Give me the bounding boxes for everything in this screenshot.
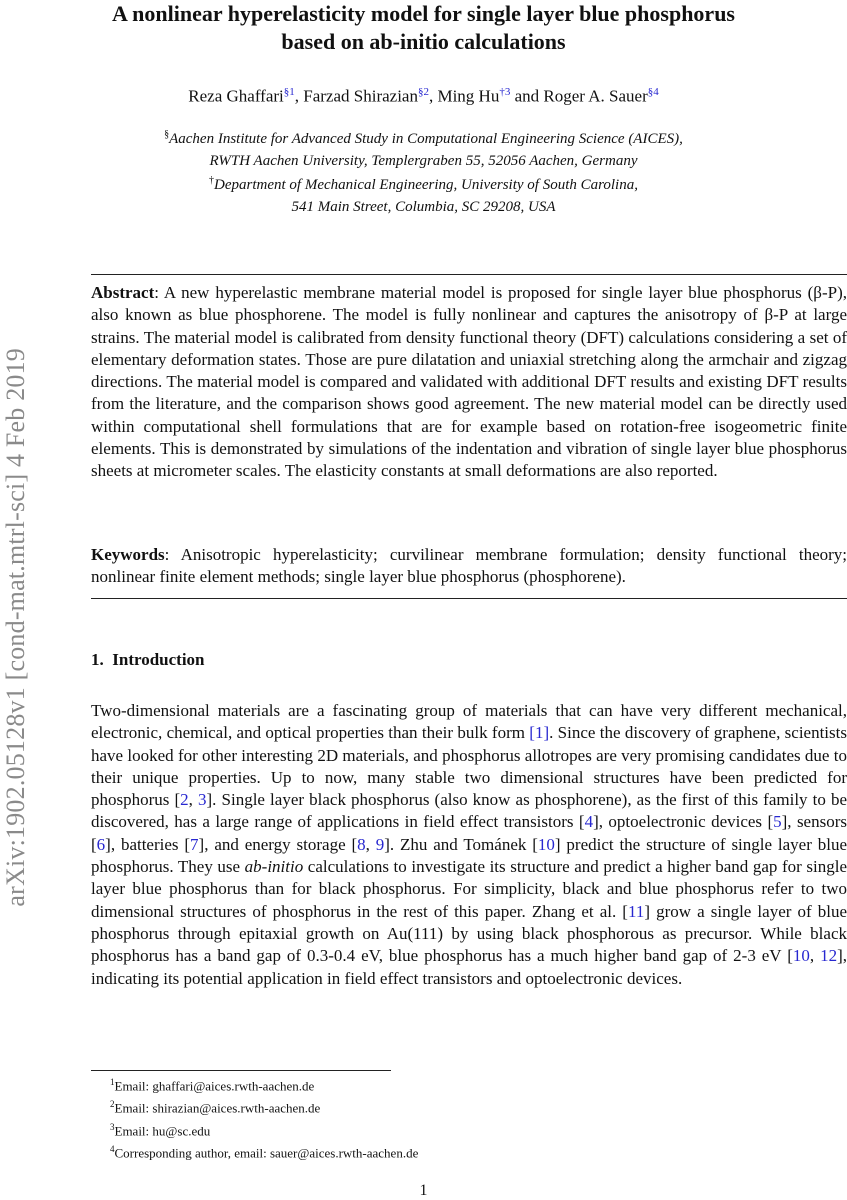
affiliation-mark: † [209,175,215,186]
body-text: ], optoelectronic devices [ [593,812,774,832]
footnote-text: Email: ghaffari@aices.rwth-aachen.de [114,1078,315,1094]
footnotes [110,1073,810,1162]
paper-title: A nonlinear hyperelasticity model for single layer blue phosphorus based on ab-initio calculations [112,1,735,54]
footnote [110,1140,810,1162]
section-number: 1. [91,650,104,669]
citation-link[interactable]: 11 [627,901,645,921]
author-name: Reza Ghaffari [188,86,284,106]
footnote [110,1095,810,1117]
affiliation-aices [90,124,757,172]
citation-link[interactable]: 5 [773,812,782,832]
citation-link[interactable]: 10 [537,834,555,854]
author-mark[interactable]: †3 [499,86,511,98]
affiliation-line: 541 Main Street, Columbia, SC 29208, USA [291,199,556,215]
body-text: , [365,834,376,854]
citation-link[interactable]: 12 [820,946,838,966]
author-list [90,86,757,107]
body-text: ], and energy storage [ [198,834,358,854]
footnote-text: Email: shirazian@aices.rwth-aachen.de [114,1100,321,1116]
footnote-text: Email: hu@sc.edu [114,1122,211,1138]
citation-link[interactable]: 6 [96,834,106,854]
page-number: 1 [419,1182,428,1199]
body-text: ], indicating its potential application in field effect transistors and optoelectronic devices. [91,946,847,988]
affiliation-line: Department of Mechanical Engineering, University of South Carolina, [214,177,638,193]
citation-link[interactable]: 9 [375,834,385,854]
footnote-mark: 3 [110,1121,115,1132]
body-text: ] grow a single layer of blue phosphorus through epitaxial growth on Au(111) by using black phosphorous as precursor. While black phosphorus has a band gap of 0.3-0.4 eV, blue phosphorus has a much higher band gap of 2-3 eV [ [91,901,847,966]
footnote-rule [91,1070,391,1071]
citation-link[interactable]: 7 [190,834,199,854]
keywords-text: : Anisotropic hyperelasticity; curvilinear membrane formulation; density functional theory; nonlinear finite element methods; single layer blue phosphorus (phosphorene). [91,545,847,587]
footnote-mark: 2 [110,1099,115,1110]
author-separator: , [428,86,438,106]
body-text: . Since the discovery of graphene, scientists have looked for other interesting 2D materials, and phosphorus allotropes are very promising candidates due to their unique properties. Up to now, many stable two dimensional structures have been predicted for phosphorus [ [91,723,847,810]
body-text: , [809,946,821,966]
intro-paragraph [91,700,847,990]
section-heading [91,650,205,670]
affiliation-mark: § [164,129,170,140]
author-name: Ming Hu [437,86,500,106]
body-text: ]. Zhu and Tománek [ [384,834,538,854]
author-mark[interactable]: §4 [647,86,659,98]
affiliation-line: RWTH Aachen University, Templergraben 55, 52056 Aachen, Germany [209,153,638,169]
footnote-mark: 1 [110,1077,115,1087]
arxiv-stamp-text: arXiv:1902.05128v1 [cond-mat.mtrl-sci] 4 Feb 2019 [1,347,30,907]
footnote-text: Corresponding author, email: sauer@aices.rwth-aachen.de [114,1145,419,1161]
section-title: Introduction [112,650,205,669]
arxiv-stamp [2,262,30,992]
author-separator: and [510,86,544,106]
affiliation-line: Aachen Institute for Advanced Study in Computational Engineering Science (AICES), [169,131,683,147]
body-text: ] predict the structure of single layer blue phosphorus. They use [91,834,847,877]
author-mark[interactable]: §1 [283,86,295,98]
footnote-mark: 4 [110,1143,115,1154]
author-mark[interactable]: §2 [417,86,429,98]
abstract [91,282,847,483]
footnote [110,1118,810,1140]
citation-link[interactable]: 2 [180,790,189,810]
author-name: Roger A. Sauer [543,86,648,106]
abstract-bottom-rule [91,598,847,599]
body-text: , [188,790,199,810]
body-text: calculations to investigate its structure and predict a higher band gap for single layer blue phosphorus than for black phosphorus. For simplicity, black and blue phosphorus refer to two dimensional structures of phosphorus in the rest of this paper. Zhang et al. [ [91,857,847,921]
keywords-label: Keywords [91,545,165,564]
body-text: ], sensors [ [91,812,847,854]
abstract-top-rule [91,274,847,275]
citation-link[interactable]: 10 [792,946,810,966]
citation-link[interactable]: [1] [529,723,550,743]
body-text: ], batteries [ [105,834,191,854]
emphasis-text: ab-initio [244,857,304,877]
citation-link[interactable]: 3 [198,790,207,810]
body-text: Two-dimensional materials are a fascinating group of materials that can have very different mechanical, electronic, chemical, and optical properties than their bulk form [91,701,847,743]
abstract-text: : A new hyperelastic membrane material model is proposed for single layer blue phosphorus (β-P), also known as blue phosphorene. The model is fully nonlinear and captures the anisotropy of β-P at large strains. The material model is calibrated from density functional theory (DFT) calculations considering a set of elementary deformation states. Those are pure dilatation and uniaxial stretching along the armchair and zigzag directions. The material model is compared and validated with additional DFT results and existing DFT results from the literature, and the comparison shows good agreement. The new material model can be directly used within computational shell formulations that are for example based on rotation-free isogeometric finite elements. This is demonstrated by simulations of the indentation and vibration of single layer blue phosphorus sheets at micrometer scales. The elasticity constants at small deformations are also reported. [91,283,847,481]
author-name: Farzad Shirazian [303,86,418,106]
body-text: ]. Single layer black phosphorus (also know as phosphorene), as the first of this family to be discovered, has a large range of applications in field effect transistors [ [91,790,847,832]
citation-link[interactable]: 4 [584,812,594,832]
keywords [91,544,847,589]
footnote [110,1073,810,1095]
citation-link[interactable]: 8 [357,834,366,854]
affiliation-usc [90,170,757,218]
author-separator: , [294,86,304,106]
abstract-label: Abstract [91,283,155,302]
